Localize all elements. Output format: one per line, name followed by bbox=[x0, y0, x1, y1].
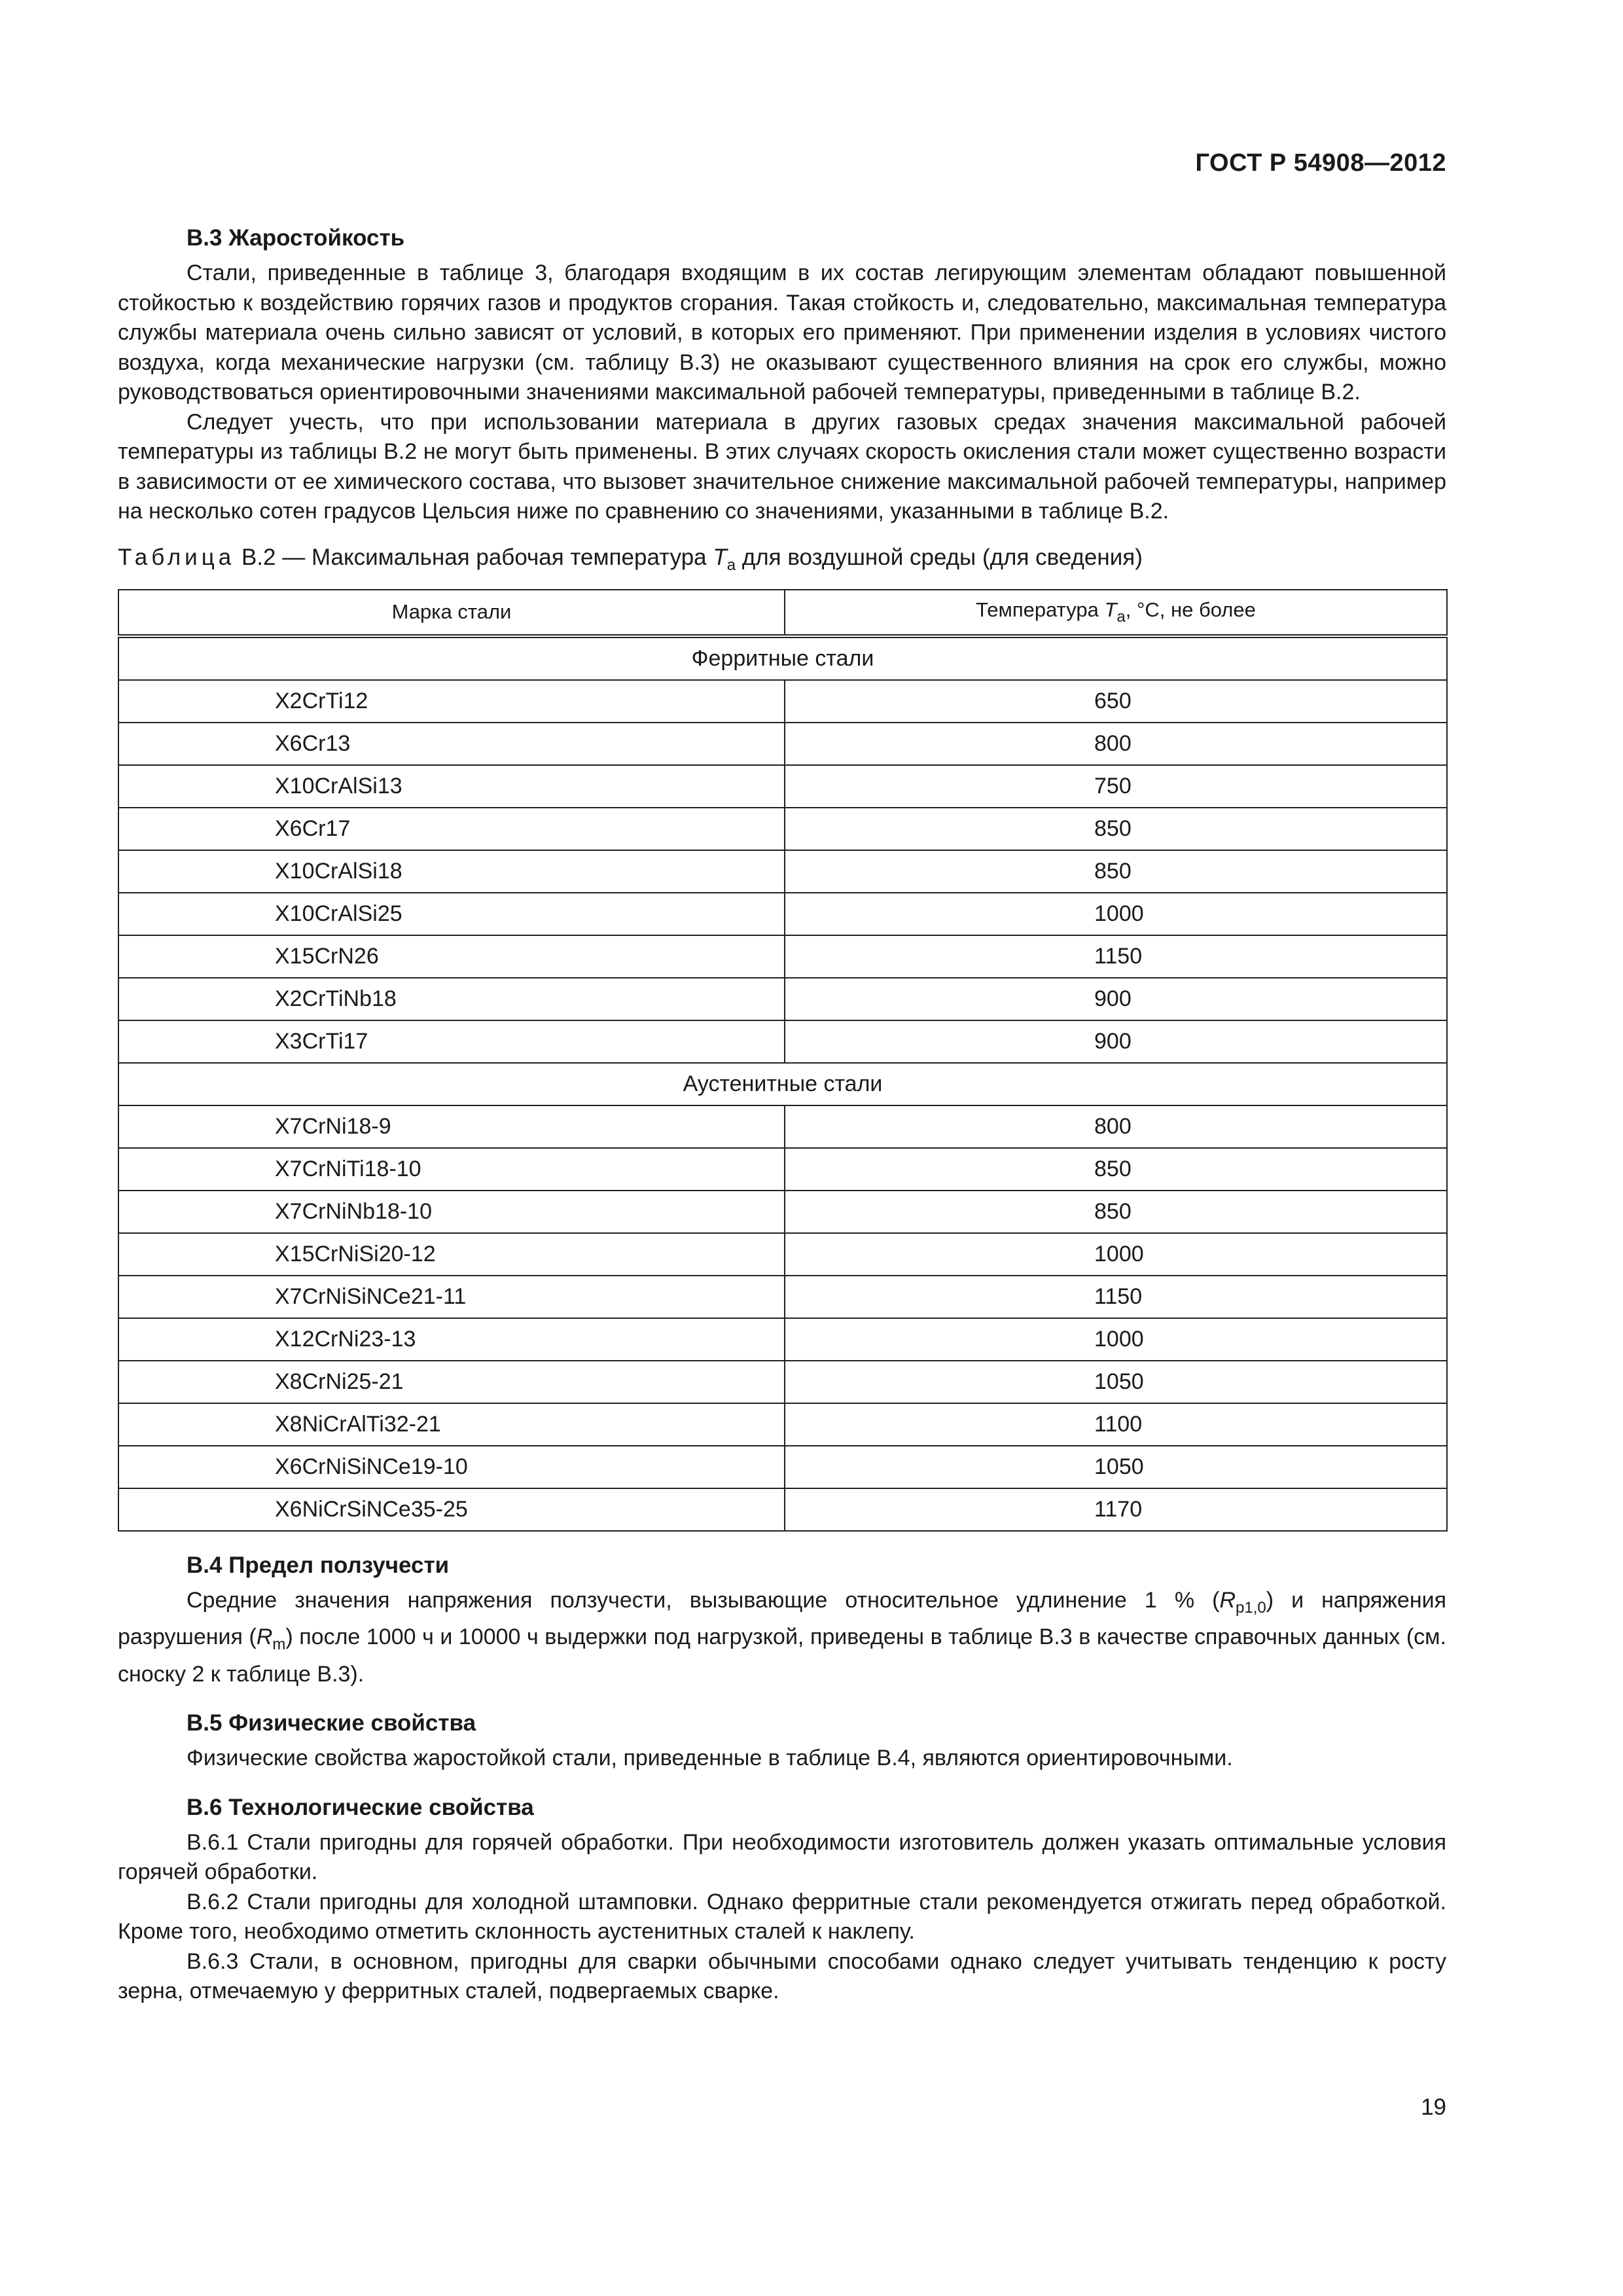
steel-grade: X2CrTi12 bbox=[118, 680, 785, 723]
page-content bbox=[118, 223, 1446, 2007]
table-row bbox=[118, 1446, 1447, 1488]
section-b5-paragraph: Физические свойства жаростойкой стали, приведенные в таблице В.4, являются ориентировочными. bbox=[187, 1746, 1233, 1770]
max-temperature: 850 bbox=[785, 1148, 1447, 1191]
section-b4-title: В.4 Предел ползучести bbox=[187, 1552, 450, 1578]
steel-grade: X7CrNiNb18-10 bbox=[118, 1191, 785, 1233]
document-id: ГОСТ Р 54908—2012 bbox=[1195, 149, 1446, 177]
max-temperature: 850 bbox=[785, 808, 1447, 850]
max-temperature: 750 bbox=[785, 765, 1447, 808]
steel-grade: X15CrN26 bbox=[118, 935, 785, 978]
max-temperature: 1050 bbox=[785, 1446, 1447, 1488]
max-temperature: 1150 bbox=[785, 935, 1447, 978]
column-header-temperature-prefix: Температура bbox=[976, 598, 1105, 621]
max-temperature-table bbox=[118, 589, 1448, 1532]
table-row bbox=[118, 1276, 1447, 1318]
steel-grade: X6NiCrSiNCe35-25 bbox=[118, 1488, 785, 1531]
page-number: 19 bbox=[1421, 2094, 1446, 2120]
section-b4-text-c: ) после 1000 ч и 10000 ч выдержки под нагрузкой, приведены в таблице В.3 в качестве справочных данных (см. сноску 2 к таблице В.3). bbox=[118, 1624, 1447, 1687]
table-row bbox=[118, 1403, 1447, 1446]
steel-grade: X10CrAlSi18 bbox=[118, 850, 785, 893]
max-temperature: 1000 bbox=[785, 1233, 1447, 1276]
table-row bbox=[118, 1148, 1447, 1191]
steel-grade: X10CrAlSi13 bbox=[118, 765, 785, 808]
group-label-ferritic: Ферритные стали bbox=[118, 636, 1447, 680]
table-row bbox=[118, 765, 1447, 808]
steel-grade: X6CrNiSiNCe19-10 bbox=[118, 1446, 785, 1488]
max-temperature: 1150 bbox=[785, 1276, 1447, 1318]
table-row bbox=[118, 1020, 1447, 1063]
max-temperature: 900 bbox=[785, 1020, 1447, 1063]
max-temperature: 850 bbox=[785, 1191, 1447, 1233]
table-row bbox=[118, 850, 1447, 893]
steel-grade: X10CrAlSi25 bbox=[118, 893, 785, 935]
column-header-grade: Марка стали bbox=[118, 590, 785, 636]
section-b5-title: В.5 Физические свойства bbox=[187, 1710, 476, 1736]
table-row bbox=[118, 893, 1447, 935]
max-temperature: 800 bbox=[785, 723, 1447, 765]
group-row-austenitic bbox=[118, 1063, 1447, 1105]
section-b6-paragraph-1: В.6.1 Стали пригодны для горячей обработки. При необходимости изготовитель должен указать оптимальные условия горячей обработки. bbox=[118, 1829, 1446, 1884]
steel-grade: X3CrTi17 bbox=[118, 1020, 785, 1063]
rupture-stress-symbol: R bbox=[256, 1624, 273, 1649]
steel-grade: X8NiCrAlTi32-21 bbox=[118, 1403, 785, 1446]
steel-grade: X6Cr17 bbox=[118, 808, 785, 850]
group-label-austenitic: Аустенитные стали bbox=[118, 1063, 1447, 1105]
table-row bbox=[118, 1488, 1447, 1531]
steel-grade: X6Cr13 bbox=[118, 723, 785, 765]
steel-grade: X2CrTiNb18 bbox=[118, 978, 785, 1020]
max-temperature: 850 bbox=[785, 850, 1447, 893]
table-row bbox=[118, 680, 1447, 723]
table-row bbox=[118, 1361, 1447, 1403]
max-temperature: 900 bbox=[785, 978, 1447, 1020]
steel-grade: X15CrNiSi20-12 bbox=[118, 1233, 785, 1276]
table-caption-label: Таблица bbox=[118, 544, 236, 570]
steel-grade: X12CrNi23-13 bbox=[118, 1318, 785, 1361]
table-row bbox=[118, 1318, 1447, 1361]
column-header-temperature-subscript: a bbox=[1116, 607, 1126, 626]
section-b4-text-a: Средние значения напряжения ползучести, вызывающие относительное удлинение 1 % ( bbox=[187, 1587, 1220, 1613]
table-caption-text: В.2 — Максимальная рабочая температура bbox=[235, 544, 713, 570]
table-row bbox=[118, 935, 1447, 978]
rupture-stress-subscript: m bbox=[272, 1636, 286, 1653]
table-caption-subscript: a bbox=[726, 556, 736, 574]
max-temperature: 800 bbox=[785, 1105, 1447, 1148]
column-header-temperature-symbol: T bbox=[1104, 598, 1117, 621]
steel-grade: X8CrNi25-21 bbox=[118, 1361, 785, 1403]
steel-grade: X7CrNiTi18-10 bbox=[118, 1148, 785, 1191]
table-caption-tail: для воздушной среды (для сведения) bbox=[736, 544, 1143, 570]
section-b6-paragraph-2: В.6.2 Стали пригодны для холодной штамповки. Однако ферритные стали рекомендуется отжигать перед обработкой. Кроме того, необходимо отметить склонность аустенитных сталей к наклепу. bbox=[118, 1889, 1446, 1944]
max-temperature: 650 bbox=[785, 680, 1447, 723]
max-temperature: 1000 bbox=[785, 893, 1447, 935]
section-b3-paragraph-2: Следует учесть, что при использовании материала в других газовых средах значения максимальной рабочей температуры из таблицы В.2 не могут быть применены. В этих случаях скорость окисления стали может существенно возрасти в зависимости от ее химического состава, что вызовет значительное снижение максимальной рабочей температуры, например на несколько сотен градусов Цельсия ниже по сравнению со значениями, указанными в таблице В.2. bbox=[118, 409, 1446, 524]
table-row bbox=[118, 978, 1447, 1020]
table-row bbox=[118, 1191, 1447, 1233]
table-caption bbox=[118, 543, 1446, 580]
column-header-temperature-suffix: , °С, не более bbox=[1125, 598, 1256, 621]
section-b3-paragraph-1: Стали, приведенные в таблице 3, благодаря входящим в их состав легирующим элементам обладают повышенной стойкостью к воздействию горячих газов и продуктов сгорания. Такая стойкость и, следовательно, максимальная температура службы материала очень сильно зависят от условий, в которых его применяют. При применении изделия в условиях чистого воздуха, когда механические нагрузки (см. таблицу В.3) не оказывают существенного влияния на срок его службы, можно руководствоваться ориентировочными значениями максимальной рабочей температуры, приведенными в таблице В.2. bbox=[118, 260, 1446, 404]
table-caption-symbol: T bbox=[713, 544, 727, 570]
section-b6-title: В.6 Технологические свойства bbox=[187, 1794, 534, 1820]
table-row bbox=[118, 808, 1447, 850]
max-temperature: 1100 bbox=[785, 1403, 1447, 1446]
max-temperature: 1050 bbox=[785, 1361, 1447, 1403]
section-b3-title: В.3 Жаростойкость bbox=[187, 225, 405, 251]
table-header-row bbox=[118, 590, 1447, 636]
table-row bbox=[118, 723, 1447, 765]
creep-stress-subscript: p1,0 bbox=[1236, 1598, 1266, 1617]
section-b4-text-b: ) и напряжения разрушения ( bbox=[118, 1587, 1447, 1649]
section-b6-paragraph-3: В.6.3 Стали, в основном, пригодны для сварки обычными способами однако следует учитывать тенденцию к росту зерна, отмечаемую у ферритных сталей, подвергаемых сварке. bbox=[118, 1948, 1446, 2003]
table-row bbox=[118, 1105, 1447, 1148]
creep-stress-symbol: R bbox=[1219, 1587, 1236, 1613]
table-row bbox=[118, 1233, 1447, 1276]
steel-grade: X7CrNiSiNCe21-11 bbox=[118, 1276, 785, 1318]
steel-grade: X7CrNi18-9 bbox=[118, 1105, 785, 1148]
column-header-temperature bbox=[785, 590, 1447, 636]
section-b4-paragraph bbox=[118, 1586, 1446, 1690]
max-temperature: 1170 bbox=[785, 1488, 1447, 1531]
max-temperature: 1000 bbox=[785, 1318, 1447, 1361]
group-row-ferritic bbox=[118, 636, 1447, 680]
